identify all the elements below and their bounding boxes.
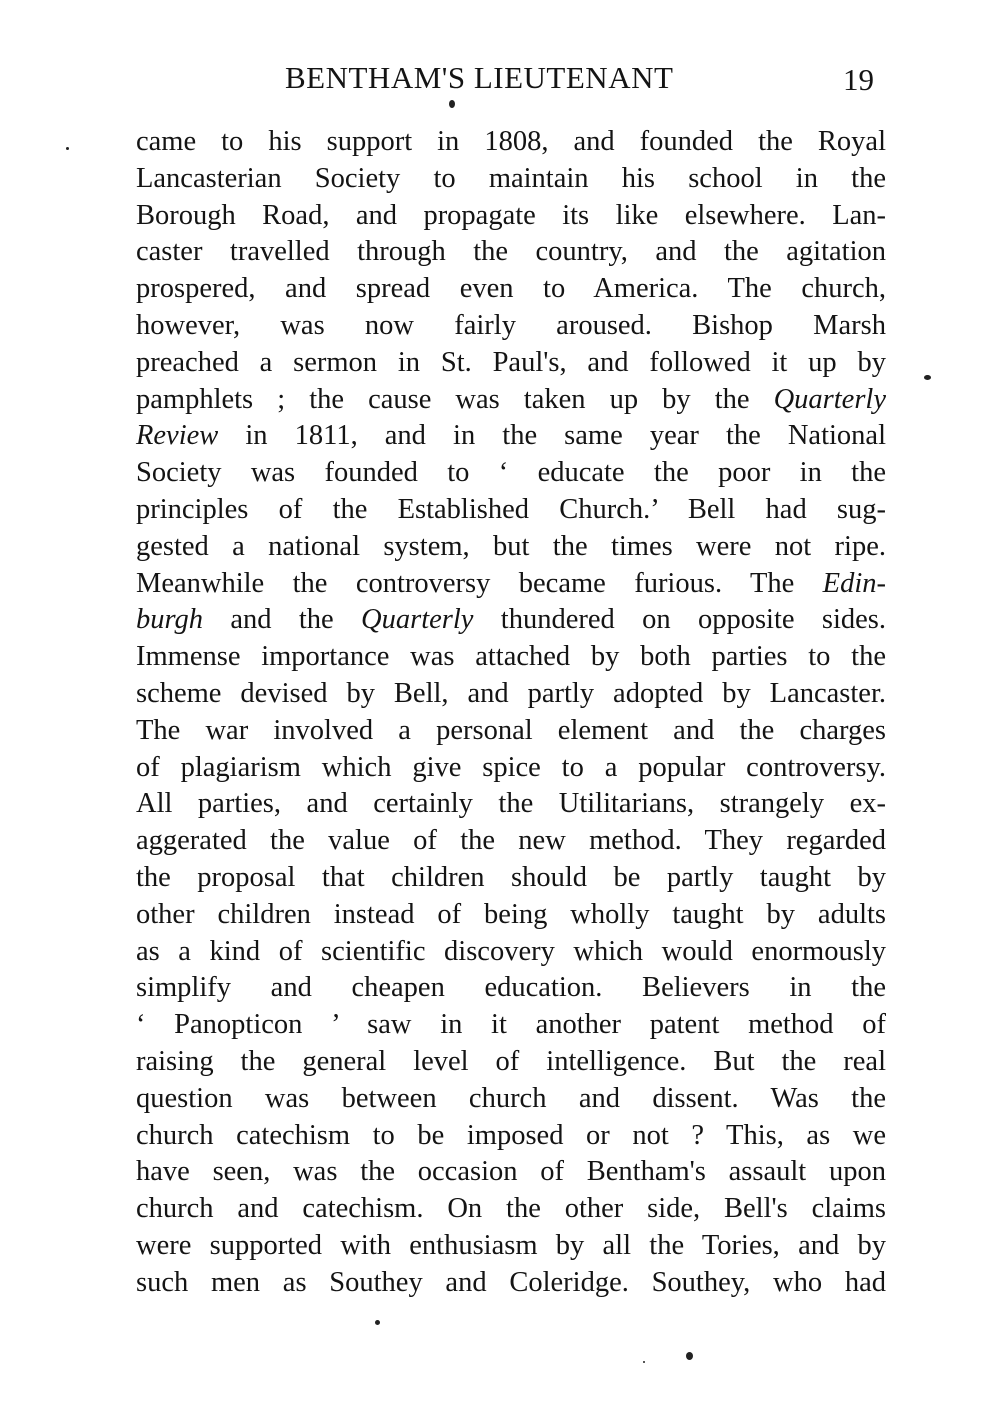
text-line: preached a sermon in St. Paul's, and followed it up by: [136, 346, 886, 378]
text-line: of plagiarism which give spice to a popular controversy.: [136, 751, 886, 783]
ink-speck: [449, 100, 455, 108]
text-line: other children instead of being wholly taught by adults: [136, 898, 886, 930]
text-line: such men as Southey and Coleridge. Southey, who had: [136, 1266, 886, 1298]
text-line: have seen, was the occasion of Bentham's assault upon: [136, 1156, 886, 1188]
text-line: Society was founded to ‘ educate the poor in the: [136, 457, 886, 489]
text-line: All parties, and certainly the Utilitarians, strangely ex-: [136, 788, 886, 820]
text-line: raising the general level of intelligence. But the real: [136, 1045, 886, 1077]
text-line: pamphlets ; the cause was taken up by the Quarterly: [136, 383, 886, 415]
ink-speck: [375, 1320, 380, 1325]
ink-speck: [686, 1352, 693, 1360]
text-line: principles of the Established Church.’ Bell had sug-: [136, 493, 886, 525]
page-number: 19: [843, 62, 874, 97]
text-line: Meanwhile the controversy became furious. The Edin-: [136, 567, 886, 599]
text-line: came to his support in 1808, and founded the Royal: [136, 126, 886, 157]
text-line: aggerated the value of the new method. They regarded: [136, 825, 886, 857]
text-line: gested a national system, but the times were not ripe.: [136, 530, 886, 562]
text-line: were supported with enthusiasm by all the Tories, and by: [136, 1229, 886, 1261]
text-line: caster travelled through the country, and the agitation: [136, 236, 886, 268]
text-line: question was between church and dissent. Was the: [136, 1082, 886, 1114]
text-line: church and catechism. On the other side, Bell's claims: [136, 1193, 886, 1225]
text-line: ‘ Panopticon ’ saw in it another patent method of: [136, 1009, 886, 1041]
ink-speck: [643, 1361, 645, 1363]
running-head-title: BENTHAM'S LIEUTENANT: [285, 60, 674, 95]
text-line: Borough Road, and propagate its like elsewhere. Lan-: [136, 199, 886, 231]
running-head: [0, 60, 1000, 100]
text-line: Immense importance was attached by both parties to the: [136, 641, 886, 673]
text-line: Lancasterian Society to maintain his school in the: [136, 162, 886, 194]
text-line: as a kind of scientific discovery which would enormously: [136, 935, 886, 967]
ink-speck: [924, 375, 931, 380]
text-line: burgh and the Quarterly thundered on opposite sides.: [136, 604, 886, 636]
text-line: The war involved a personal element and the charges: [136, 714, 886, 746]
text-line: simplify and cheapen education. Believers in the: [136, 972, 886, 1004]
text-line: Review in 1811, and in the same year the National: [136, 420, 886, 452]
body-text: [136, 124, 886, 1302]
ink-speck: [66, 147, 69, 150]
text-line: prospered, and spread even to America. The church,: [136, 273, 886, 305]
text-line: church catechism to be imposed or not ? This, as we: [136, 1119, 886, 1151]
text-line: however, was now fairly aroused. Bishop Marsh: [136, 309, 886, 341]
text-line: scheme devised by Bell, and partly adopted by Lancaster.: [136, 677, 886, 709]
text-line: the proposal that children should be partly taught by: [136, 861, 886, 893]
